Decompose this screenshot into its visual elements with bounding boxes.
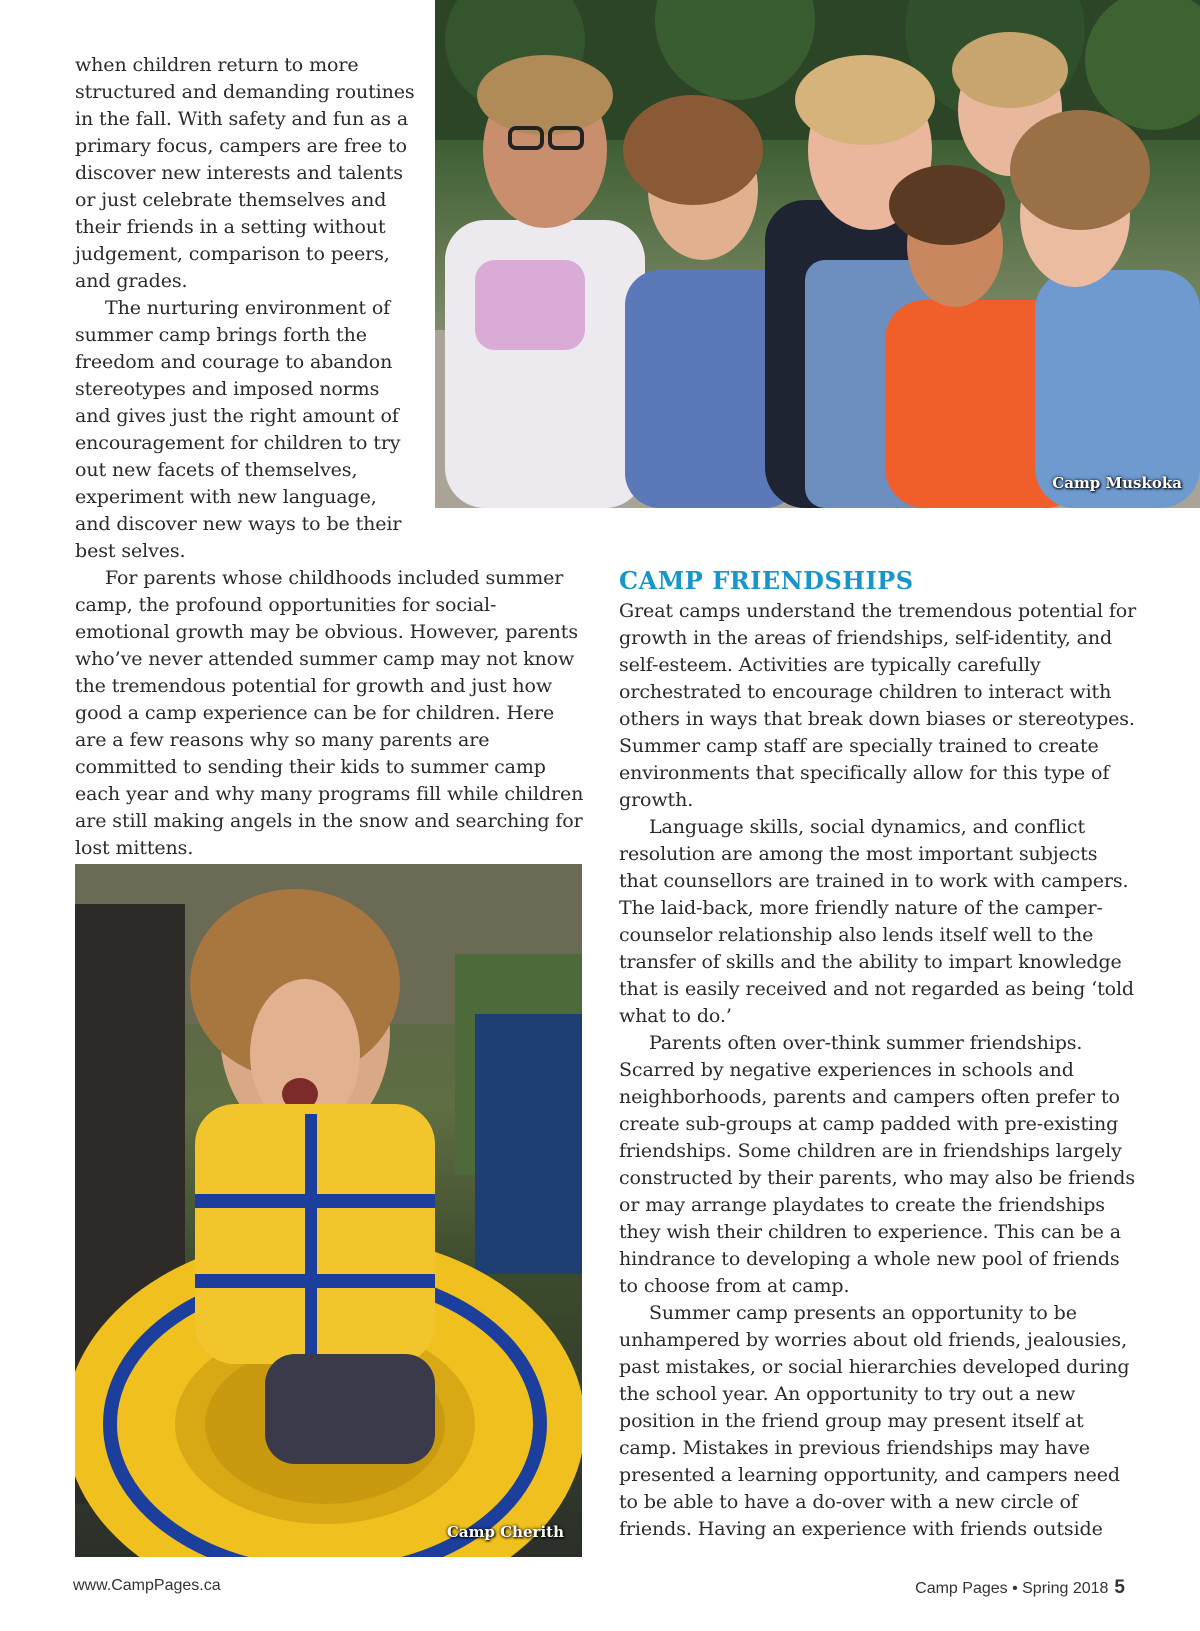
- photo-caption-muskoka: Camp Muskoka: [1052, 474, 1182, 492]
- group-campers-illustration: [435, 0, 1200, 508]
- paragraph: Parents often over-think summer friendships. Scarred by negative experiences in schools and neighborhoods, parents and campers often prefer to create sub-groups at camp padded with pre-existing friendships. Some children are in friendships largely constructed by their parents, who may also be friends or may arrange playdates to create the friendships they wish their children to experience. This can be a hindrance to developing a whole new pool of friends to choose from at camp.: [619, 1032, 1135, 1297]
- group-campers-photo: [435, 0, 1200, 508]
- intro-text-bottom: [75, 565, 585, 862]
- paragraph: Language skills, social dynamics, and conflict resolution are among the most important subjects that counsellors are trained in to work with campers. The laid-back, more friendly nature of the camper-counselor relationship also lends itself well to the transfer of skills and the ability to impart knowledge that is easily received and not regarded as being ‘told what to do.’: [619, 816, 1134, 1027]
- section-heading: CAMP FRIENDSHIPS: [619, 566, 914, 595]
- footer-issue: [915, 1577, 1125, 1599]
- page-number: 5: [1114, 1577, 1125, 1598]
- photo-caption-cherith: Camp Cherith: [446, 1523, 564, 1541]
- paragraph: For parents whose childhoods included summer camp, the profound opportunities for social-emotional growth may be obvious. However, parents who’ve never attended summer camp may not know the tremendous potential for growth and just how good a camp experience can be for children. Here are a few reasons why so many parents are committed to sending their kids to summer camp each year and why many programs fill while children are still making angels in the snow and searching for lost mittens.: [75, 567, 584, 859]
- footer-url[interactable]: www.CampPages.ca: [73, 1577, 221, 1594]
- girl-lifejacket-illustration: [75, 864, 582, 1557]
- paragraph: Great camps understand the tremendous potential for growth in the areas of friendships, self-identity, and self-esteem. Activities are typically carefully orchestrated to encourage children to interact with others in ways that break down biases or stereotypes. Summer camp staff are specially trained to create environments that specifically allow for this type of growth.: [619, 600, 1137, 811]
- paragraph: when children return to more structured and demanding routines in the fall. With safety and fun as a primary focus, campers are free to discover new interests and talents or just celebrate themselves and their friends in a setting without judgement, comparison to peers, and grades.: [75, 54, 415, 292]
- paragraph: The nurturing environment of summer camp brings forth the freedom and courage to abandon stereotypes and imposed norms and gives just the right amount of encouragement for children to try out new facets of themselves, experiment with new language, and discover new ways to be their best selves.: [75, 297, 402, 562]
- footer-issue-label: Camp Pages • Spring 2018: [915, 1580, 1109, 1597]
- intro-text-top: [75, 52, 415, 565]
- girl-lifejacket-photo: [75, 864, 582, 1557]
- camp-friendships-section: [619, 566, 1139, 1543]
- paragraph: Summer camp presents an opportunity to be unhampered by worries about old friends, jealousies, past mistakes, or social hierarchies developed during the school year. An opportunity to try out a new position in the friend group may present itself at camp. Mistakes in previous friendships may have presented a learning opportunity, and campers need to be able to have a do-over with a new circle of friends. Having an experience with friends outside: [619, 1302, 1130, 1540]
